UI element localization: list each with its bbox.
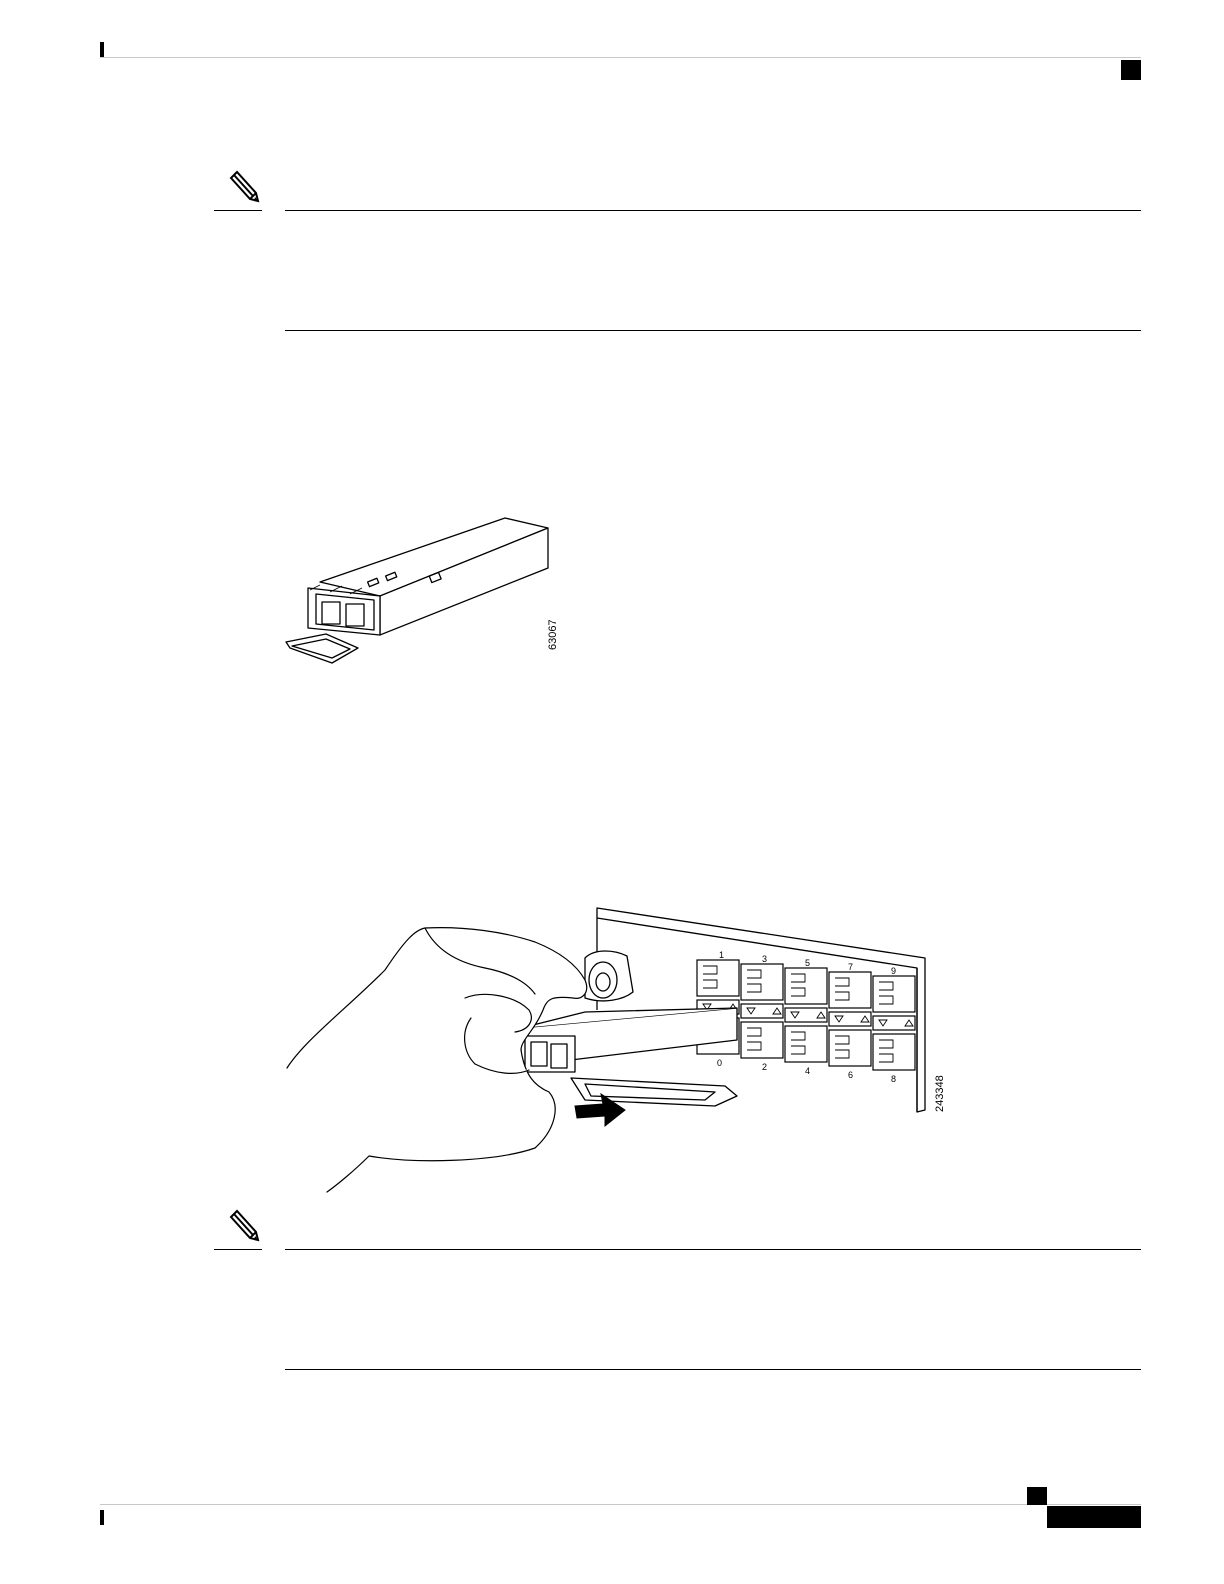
port-label: 1	[719, 950, 725, 960]
port-label: 9	[891, 966, 897, 976]
footer-left-tick	[100, 1510, 104, 1525]
pencil-note-icon	[226, 170, 266, 206]
sfp-insertion-figure	[285, 900, 955, 1195]
port-label: 6	[848, 1070, 854, 1080]
sfp-module-figure	[280, 510, 570, 675]
port-label: 4	[805, 1066, 811, 1076]
header-left-tick	[100, 42, 104, 57]
port-label: 7	[848, 962, 854, 972]
port-label: 3	[762, 954, 768, 964]
footer-rule	[100, 1504, 1141, 1505]
figure-id-label: 243348	[934, 1075, 946, 1112]
port-label: 8	[891, 1074, 897, 1084]
port-label: 0	[717, 1058, 723, 1068]
port-label: 2	[762, 1062, 768, 1072]
note-rule-bottom	[285, 330, 1141, 331]
note-rule-top	[214, 210, 262, 211]
port-label: 5	[805, 958, 811, 968]
note-rule-top	[285, 1249, 1141, 1250]
footer-chapter-marker	[1027, 1487, 1047, 1505]
note-rule-bottom	[285, 1369, 1141, 1370]
pencil-note-icon	[226, 1209, 266, 1245]
header-rule	[100, 57, 1141, 58]
header-chapter-marker	[1121, 60, 1141, 80]
note-rule-top	[214, 1249, 262, 1250]
note-rule-top	[285, 210, 1141, 211]
page-number-tab	[1047, 1506, 1141, 1528]
figure-id-label: 63067	[547, 619, 559, 650]
